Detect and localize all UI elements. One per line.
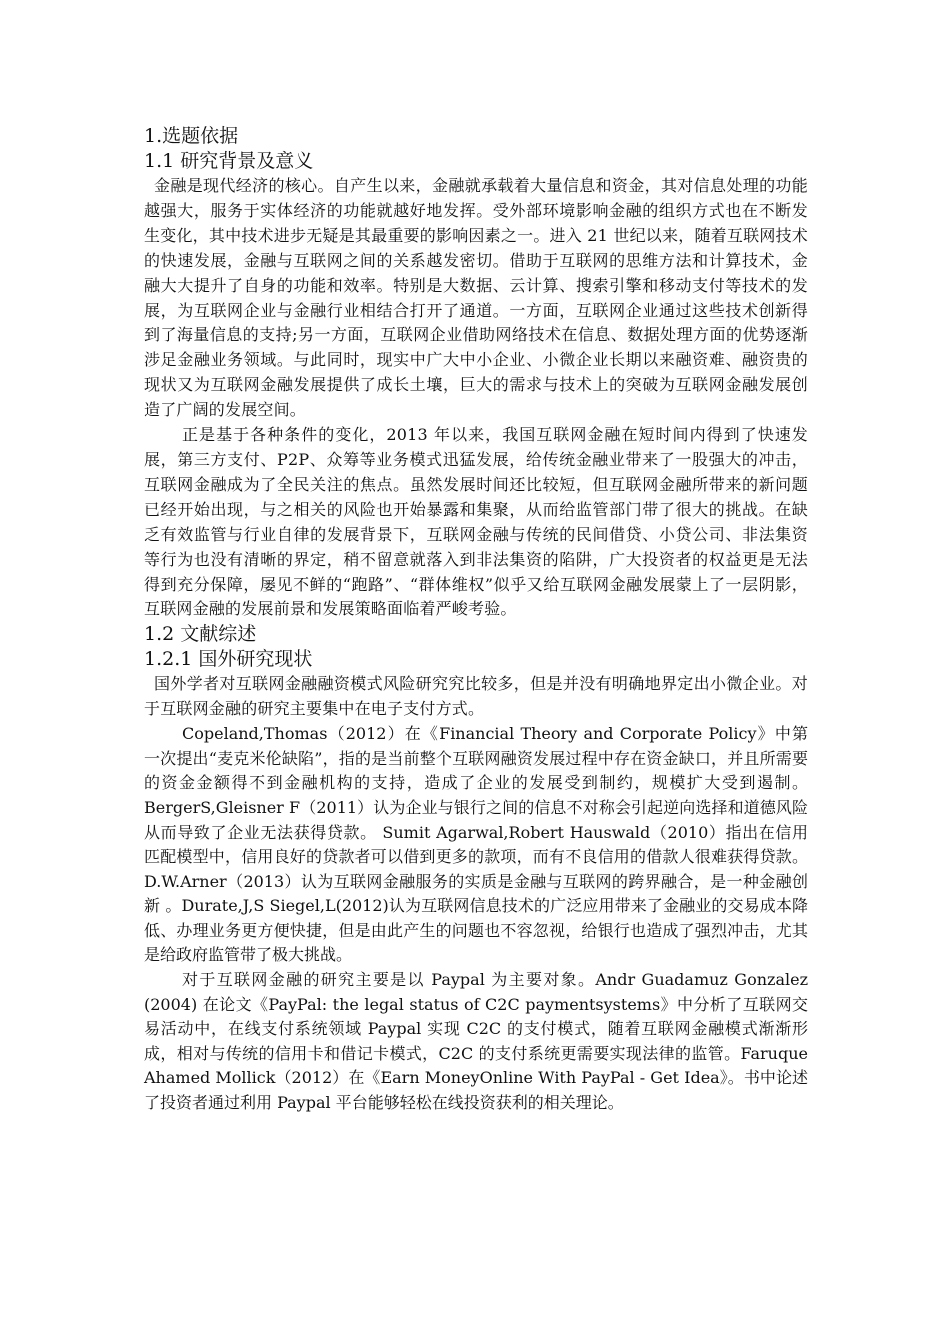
section-heading-1-1: 1.1 研究背景及意义 (144, 150, 314, 172)
section-heading-1: 1.选题依据 (144, 125, 239, 147)
section-heading-1-2-1: 1.2.1 国外研究现状 (144, 648, 313, 671)
document-body (144, 124, 808, 1116)
paragraph-foreign-research-3: 对于互联网金融的研究主要是以 Paypal 为主要对象。Andr Guadamuz Gonzalez (2004) 在论文《PayPal: the legal status of C2C paymentsystems》中分析了互联网交易活动中，在线支付系统领域 Paypal 实现 C2C 的支付模式，随着互联网金融模式渐渐形成，相对与传统的信用卡和借记卡模式，C2C 的支付系统更需要实现法律的监管。Faruque Ahamed Mollick（2012）在《Earn MoneyOnline With PayPal - Get Idea》。书中论述了投资者通过利用 Paypal 平台能够轻松在线投资获利的相关理论。 (144, 970, 808, 1113)
section-heading-1-2: 1.2 文献综述 (144, 623, 257, 646)
paragraph-background-2: 正是基于各种条件的变化，2013 年以来，我国互联网金融在短时间内得到了快速发展，第三方支付、P2P、众筹等业务模式迅猛发展，给传统金融业带来了一股强大的冲击，互联网金融成为了全民关注的焦点。虽然发展时间还比较短，但互联网金融所带来的新问题已经开始出现，与之相关的风险也开始暴露和集聚，从而给监管部门带了很大的挑战。在缺乏有效监管与行业自律的发展背景下，互联网金融与传统的民间借贷、小贷公司、非法集资等行为也没有清晰的界定，稍不留意就落入到非法集资的陷阱，广大投资者的权益更是无法得到充分保障，屡见不鲜的“跑路”、“群体维权”似乎又给互联网金融发展蒙上了一层阴影，互联网金融的发展前景和发展策略面临着严峻考验。 (144, 425, 808, 619)
paragraph-foreign-research-2: Copeland,Thomas（2012）在《Financial Theory and Corporate Policy》中第一次提出“麦克米伦缺陷”，指的是当前整个互联网融资发展过程中存在资金缺口，并且所需要的资金金额得不到金融机构的支持，造成了企业的发展受到制约，规模扩大受到遏制。BergerS,Gleisner F（2011）认为企业与银行之间的信息不对称会引起逆向选择和道德风险从而导致了企业无法获得贷款。 Sumit Agarwal,Robert Hauswald（2010）指出在信用匹配模型中，信用良好的贷款者可以借到更多的款项，而有不良信用的借款人很难获得贷款。D.W.Arner（2013）认为互联网金融服务的实质是金融与互联网的跨界融合，是一种金融创新 。Durate,J,S Siegel,L(2012)认为互联网信息技术的广泛应用带来了金融业的交易成本降低、办理业务更方便快捷，但是由此产生的问题也不容忽视，给银行也造成了强烈冲击，尤其是给政府监管带了极大挑战。 (144, 724, 808, 965)
paragraph-foreign-research-1: 国外学者对互联网金融融资模式风险研究究比较多，但是并没有明确地界定出小微企业。对于互联网金融的研究主要集中在电子支付方式。 (144, 674, 808, 719)
paragraph-background-1: 金融是现代经济的核心。自产生以来，金融就承载着大量信息和资金，其对信息处理的功能越强大，服务于实体经济的功能就越好地发挥。受外部环境影响金融的组织方式也在不断发生变化，其中技术进步无疑是其最重要的影响因素之一。进入 21 世纪以来，随着互联网技术的快速发展，金融与互联网之间的关系越发密切。借助于互联网的思维方法和计算技术，金融大大提升了自身的功能和效率。特别是大数据、云计算、搜索引擎和移动支付等技术的发展，为互联网企业与金融行业相结合打开了通道。一方面，互联网企业通过这些技术创新得到了海量信息的支持;另一方面，互联网企业借助网络技术在信息、数据处理方面的优势逐渐涉足金融业务领域。与此同时，现实中广大中小企业、小微企业长期以来融资难、融资贵的现状又为互联网金融发展提供了成长土壤，巨大的需求与技术上的突破为互联网金融发展创造了广阔的发展空间。 (144, 176, 808, 420)
